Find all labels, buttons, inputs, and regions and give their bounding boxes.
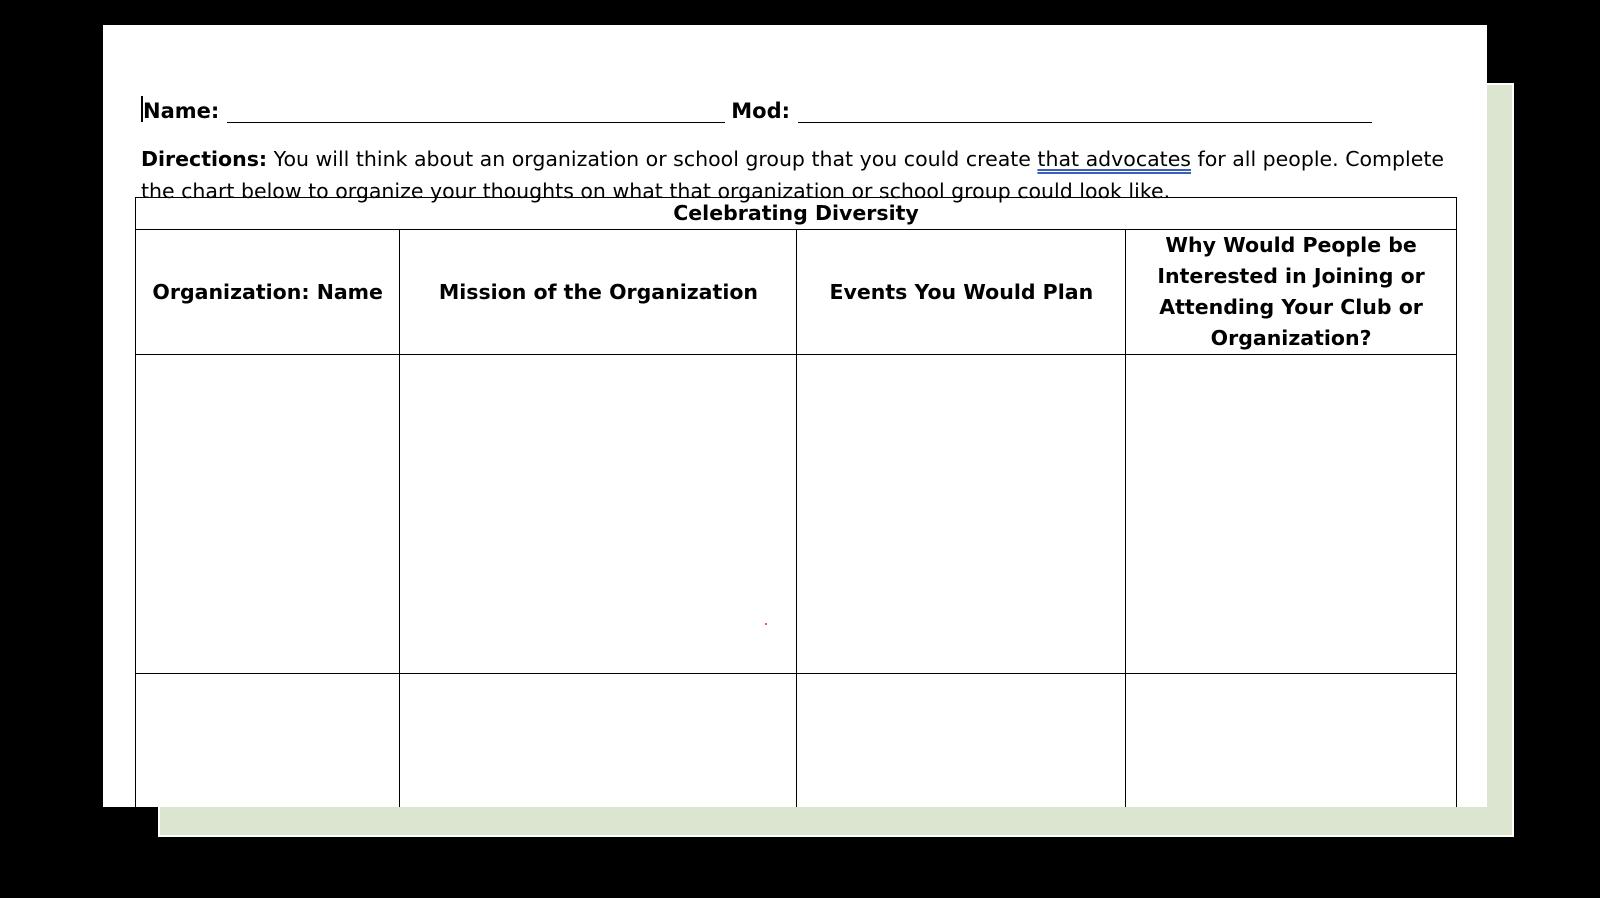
table-cell[interactable] <box>400 674 797 808</box>
table-cell[interactable] <box>400 355 797 674</box>
mod-blank[interactable] <box>798 100 1372 123</box>
table-row <box>136 355 1457 674</box>
table-cell[interactable] <box>797 355 1126 674</box>
directions-text-after: for all people. Complete the chart below to organize your thoughts on what that organization or school group could look like. <box>141 147 1444 203</box>
mod-label: Mod: <box>731 99 791 123</box>
column-header-organization-name: Organization: Name <box>136 230 400 355</box>
table-cell[interactable] <box>1126 674 1457 808</box>
celebrating-diversity-table <box>135 197 1457 807</box>
name-blank[interactable] <box>227 100 725 123</box>
column-header-events: Events You Would Plan <box>797 230 1126 355</box>
table-cell[interactable] <box>1126 355 1457 674</box>
table-cell[interactable] <box>136 355 400 674</box>
directions-label: Directions: <box>141 147 268 171</box>
stray-mark <box>765 623 767 625</box>
directions-text-before: You will think about an organization or school group that you could create <box>267 147 1038 171</box>
spellcheck-underlined-text: that advocates <box>1037 147 1191 171</box>
table-cell[interactable] <box>797 674 1126 808</box>
column-header-mission: Mission of the Organization <box>400 230 797 355</box>
table-title: Celebrating Diversity <box>136 198 1457 230</box>
document-page[interactable] <box>103 25 1487 807</box>
table-row <box>136 674 1457 808</box>
table-cell[interactable] <box>136 674 400 808</box>
column-header-why-join: Why Would People be Interested in Joining or Attending Your Club or Organization? <box>1126 230 1457 355</box>
name-label: Name: <box>143 99 220 123</box>
name-mod-line <box>141 95 1372 123</box>
